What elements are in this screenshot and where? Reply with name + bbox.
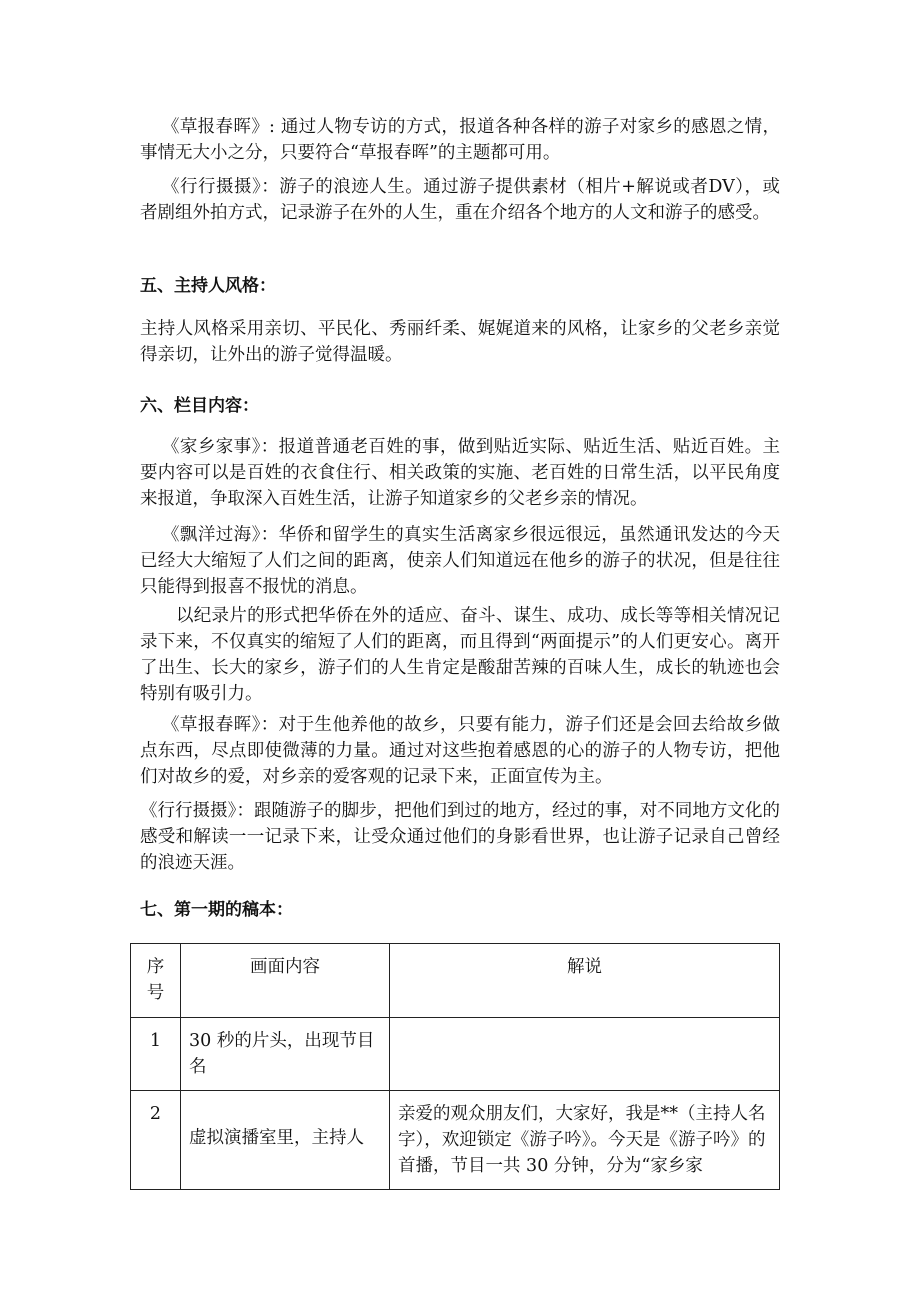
- section-heading-first-episode-script: 七、第一期的稿本：: [140, 900, 293, 920]
- row-scene: 30 秒的片头，出现节目名: [181, 1018, 390, 1091]
- table-row: [131, 1091, 780, 1190]
- paragraph-documentary-form: 以纪录片的形式把华侨在外的适应、奋斗、谋生、成功、成长等等相关情况记录下来，不仅真实的缩短了人们的距离，而且得到“两面提示”的人们更安心。离开了出生、长大的家乡，游子们的人生肯定是酸甜苦辣的百味人生，成长的轨迹也会特别有吸引力。: [140, 606, 780, 704]
- section-heading-program-content: 六、栏目内容：: [140, 396, 259, 416]
- row-num: 1: [131, 1018, 181, 1091]
- row-narration: 亲爱的观众朋友们，大家好，我是**（主持人名字），欢迎锁定《游子吟》。今天是《游子吟》的首播，节目一共 30 分钟，分为“家乡家: [390, 1091, 780, 1190]
- paragraph-xing-xing-she-she-content: 《行行摄摄》：跟随游子的脚步，把他们到过的地方，经过的事，对不同地方文化的感受和解读一一记录下来，让受众通过他们的身影看世界，也让游子记录自己曾经的浪迹天涯。: [140, 801, 780, 873]
- table-header-row: [131, 944, 780, 1018]
- row-scene: 虚拟演播室里，主持人: [181, 1091, 390, 1190]
- paragraph-jia-xiang-jia-shi: 《家乡家事》：报道普通老百姓的事，做到贴近实际、贴近生活、贴近百姓。主要内容可以是百姓的衣食住行、相关政策的实施、老百姓的日常生活，以平民角度来报道，争取深入百姓生活，让游子知道家乡的父老乡亲的情况。: [140, 437, 780, 509]
- paragraph-cao-bao-chun-hui: 《草报春晖》: 通过人物专访的方式，报道各种各样的游子对家乡的感恩之情，事情无大小之分，只要符合“草报春晖”的主题都可用。: [140, 117, 780, 163]
- table-row: [131, 1018, 780, 1091]
- paragraph-cao-bao-chun-hui-content: 《草报春晖》：对于生他养他的故乡，只要有能力，游子们还是会回去给故乡做点东西，尽点即使微薄的力量。通过对这些抱着感恩的心的游子的人物专访，把他们对故乡的爱，对乡亲的爱客观的记录下来，正面宣传为主。: [140, 715, 780, 787]
- header-narration: 解说: [390, 944, 780, 1018]
- row-num: 2: [131, 1091, 181, 1190]
- paragraph-piao-yang-guo-hai: 《飘洋过海》：华侨和留学生的真实生活离家乡很远很远，虽然通讯发达的今天已经大大缩短了人们之间的距离，使亲人们知道远在他乡的游子的状况，但是往往只能得到报喜不报忧的消息。: [140, 525, 780, 597]
- script-table: [130, 943, 780, 1190]
- section-heading-host-style: 五、主持人风格：: [140, 276, 276, 296]
- header-num: 序号: [131, 944, 181, 1018]
- header-scene: 画面内容: [181, 944, 390, 1018]
- paragraph-xing-xing-she-she: 《行行摄摄》：游子的浪迹人生。通过游子提供素材（相片+解说或者DV），或者剧组外拍方式，记录游子在外的人生，重在介绍各个地方的人文和游子的感受。: [140, 177, 780, 223]
- row-narration: [390, 1018, 780, 1091]
- paragraph-host-style: 主持人风格采用亲切、平民化、秀丽纤柔、娓娓道来的风格，让家乡的父老乡亲觉得亲切，让外出的游子觉得温暖。: [140, 319, 780, 365]
